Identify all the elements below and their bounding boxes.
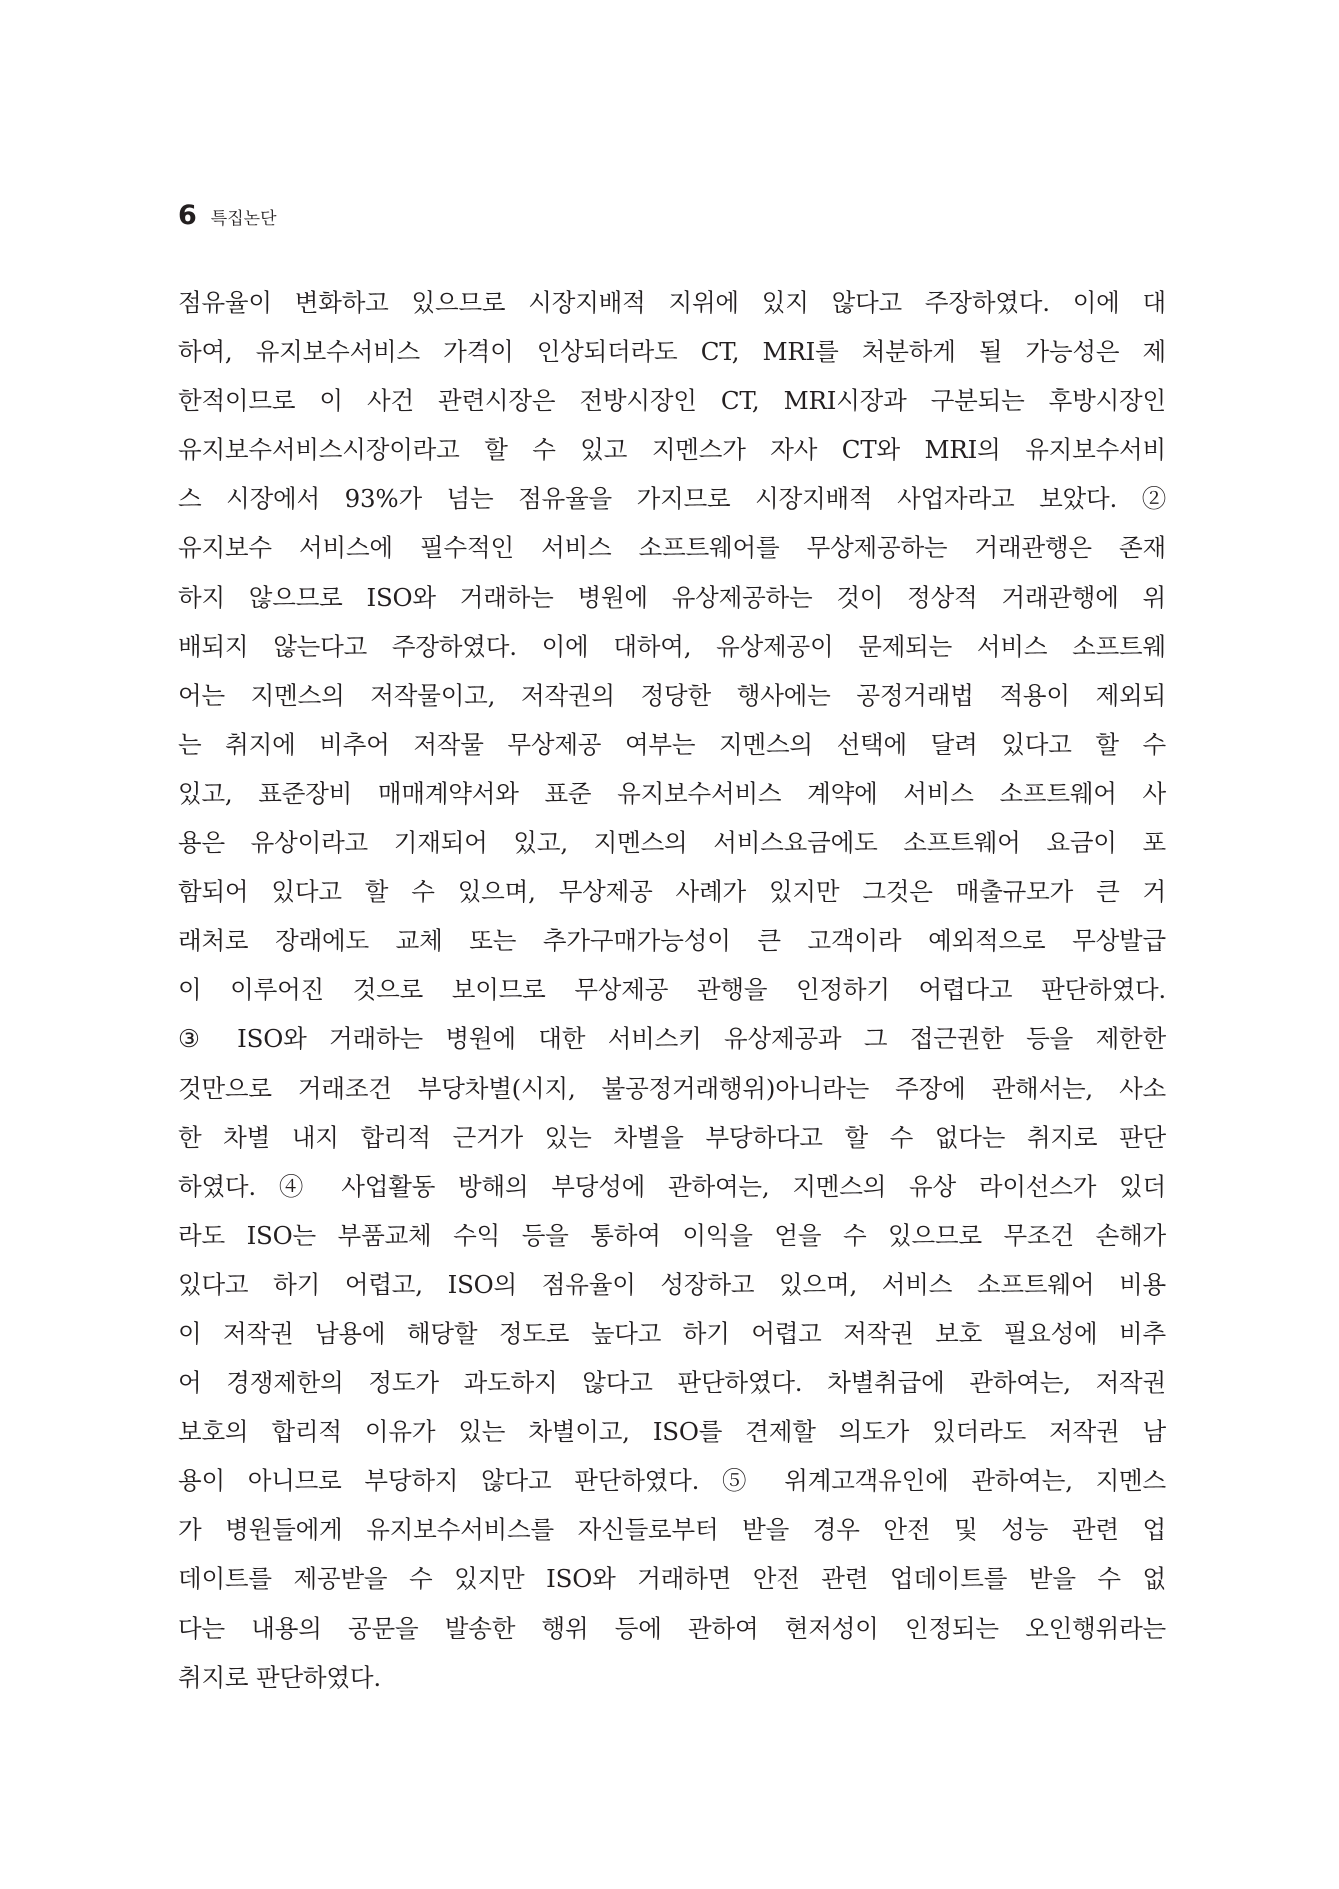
text-line: 는 취지에 비추어 저작물 무상제공 여부는 지멘스의 선택에 달려 있다고 할 수 bbox=[178, 729, 1166, 759]
text-line: 어 경쟁제한의 정도가 과도하지 않다고 판단하였다. 차별취급에 관하여는, 저작권 bbox=[178, 1368, 1166, 1398]
section-title: 특집논단 bbox=[210, 209, 277, 229]
text-line: 보호의 합리적 이유가 있는 차별이고, ISO를 견제할 의도가 있더라도 저작권 남 bbox=[178, 1417, 1166, 1447]
text-line: 배되지 않는다고 주장하였다. 이에 대하여, 유상제공이 문제되는 서비스 소프트웨 bbox=[178, 631, 1166, 661]
text-line: 이 저작권 남용에 해당할 정도로 높다고 하기 어렵고 저작권 보호 필요성에 비추 bbox=[178, 1318, 1166, 1348]
text-line: 용이 아니므로 부당하지 않다고 판단하였다. ⑤ 위계고객유인에 관하여는, 지멘스 bbox=[178, 1466, 1166, 1496]
text-line: 유지보수 서비스에 필수적인 서비스 소프트웨어를 무상제공하는 거래관행은 존재 bbox=[178, 533, 1166, 563]
text-line: 어는 지멘스의 저작물이고, 저작권의 정당한 행사에는 공정거래법 적용이 제외되 bbox=[178, 680, 1166, 710]
text-line: 하지 않으므로 ISO와 거래하는 병원에 유상제공하는 것이 정상적 거래관행에 위 bbox=[178, 582, 1166, 612]
text-line: 점유율이 변화하고 있으므로 시장지배적 지위에 있지 않다고 주장하였다. 이에 대 bbox=[178, 288, 1166, 317]
text-line: 스 시장에서 93%가 넘는 점유율을 가지므로 시장지배적 사업자라고 보았다. ② bbox=[178, 484, 1166, 514]
text-line: 가 병원들에게 유지보수서비스를 자신들로부터 받을 경우 안전 및 성능 관련 업 bbox=[178, 1515, 1166, 1545]
page-number: 6 bbox=[178, 200, 197, 231]
text-line: 래처로 장래에도 교체 또는 추가구매가능성이 큰 고객이라 예외적으로 무상발급 bbox=[178, 926, 1166, 956]
text-line: 라도 ISO는 부품교체 수익 등을 통하여 이익을 얻을 수 있으므로 무조건 손해가 bbox=[178, 1220, 1166, 1250]
text-line: 하였다. ④ 사업활동 방해의 부당성에 관하여는, 지멘스의 유상 라이선스가 있더 bbox=[178, 1171, 1166, 1201]
text-line: 다는 내용의 공문을 발송한 행위 등에 관하여 현저성이 인정되는 오인행위라는 bbox=[178, 1613, 1166, 1643]
running-header bbox=[178, 200, 277, 240]
text-line: ③ ISO와 거래하는 병원에 대한 서비스키 유상제공과 그 접근권한 등을 제한한 bbox=[178, 1024, 1166, 1054]
text-line: 함되어 있다고 할 수 있으며, 무상제공 사례가 있지만 그것은 매출규모가 큰 거 bbox=[178, 877, 1166, 907]
text-line: 데이트를 제공받을 수 있지만 ISO와 거래하면 안전 관련 업데이트를 받을 수 없 bbox=[178, 1564, 1166, 1594]
text-line: 것만으로 거래조건 부당차별(시지, 불공정거래행위)아니라는 주장에 관해서는, 사소 bbox=[178, 1073, 1166, 1103]
text-line: 하여, 유지보수서비스 가격이 인상되더라도 CT, MRI를 처분하게 될 가능성은 제 bbox=[178, 337, 1166, 367]
text-line: 유지보수서비스시장이라고 할 수 있고 지멘스가 자사 CT와 MRI의 유지보수서비 bbox=[178, 435, 1166, 465]
text-line: 용은 유상이라고 기재되어 있고, 지멘스의 서비스요금에도 소프트웨어 요금이 포 bbox=[178, 828, 1166, 858]
text-line: 한 차별 내지 합리적 근거가 있는 차별을 부당하다고 할 수 없다는 취지로 판단 bbox=[178, 1122, 1166, 1152]
text-line: 취지로 판단하였다. bbox=[178, 1662, 381, 1692]
text-line: 한적이므로 이 사건 관련시장은 전방시장인 CT, MRI시장과 구분되는 후방시장인 bbox=[178, 386, 1166, 416]
body-paragraph bbox=[178, 278, 1166, 1702]
text-line: 있다고 하기 어렵고, ISO의 점유율이 성장하고 있으며, 서비스 소프트웨어 비용 bbox=[178, 1269, 1166, 1299]
text-line: 있고, 표준장비 매매계약서와 표준 유지보수서비스 계약에 서비스 소프트웨어 사 bbox=[178, 778, 1166, 808]
text-line: 이 이루어진 것으로 보이므로 무상제공 관행을 인정하기 어렵다고 판단하였다. bbox=[178, 975, 1166, 1005]
